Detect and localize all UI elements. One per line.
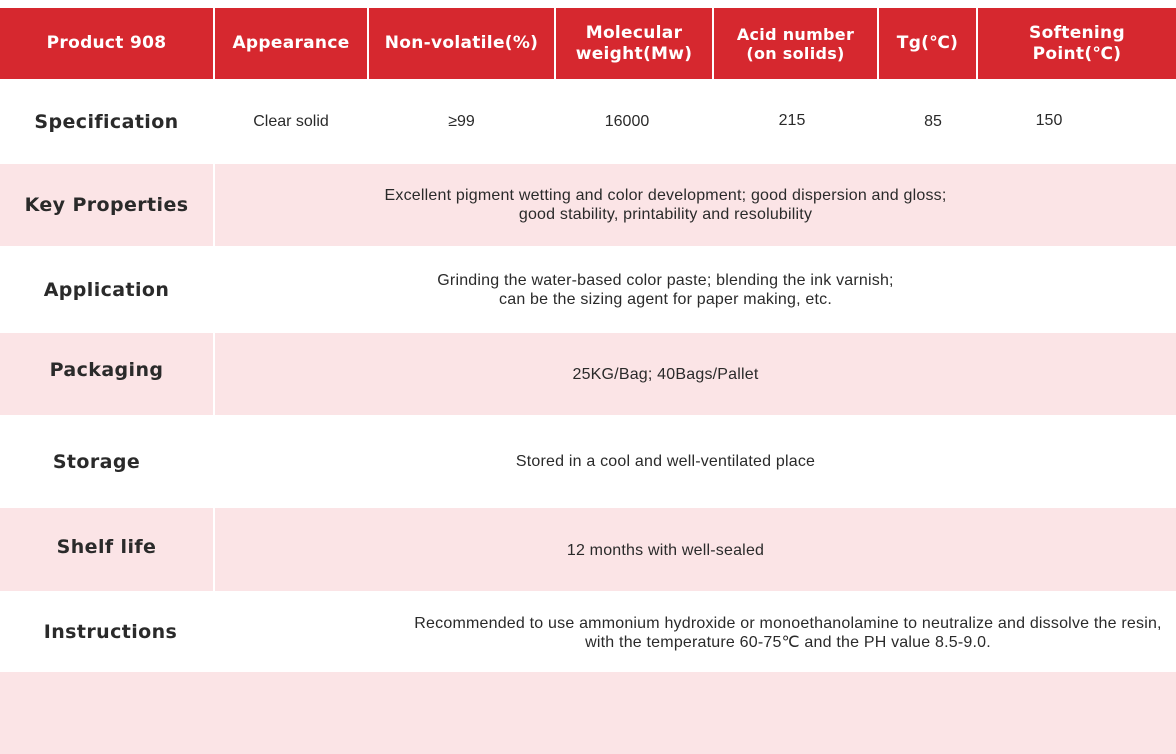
row-label-key-properties: Key Properties <box>0 164 215 246</box>
row-specification <box>0 79 1176 164</box>
row-label-instructions: Instructions <box>43 620 178 643</box>
header-molecular-weight-line1: Molecular <box>585 22 683 43</box>
header-acid-number <box>714 8 877 79</box>
row-label-specification: Specification <box>34 110 179 133</box>
instructions-line2: with the temperature 60-75℃ and the PH value 8.5-9.0. <box>585 633 991 651</box>
storage-text: Stored in a cool and well-ventilated place <box>515 453 816 470</box>
packaging-text: 25KG/Bag; 40Bags/Pallet <box>572 365 759 383</box>
row-empty-footer <box>0 672 1176 754</box>
spec-appearance: Clear solid <box>253 112 329 130</box>
row-application <box>0 246 1176 333</box>
header-non-volatile-label: Non-volatile(%) <box>384 33 539 53</box>
key-properties-content <box>155 164 1176 246</box>
header-softening-point-line1: Softening <box>1029 22 1125 43</box>
instructions-content <box>260 593 1176 672</box>
key-properties-line1: Excellent pigment wetting and color development; good dispersion and gloss; <box>384 187 947 204</box>
header-acid-number-line2: (on solids) <box>746 43 845 63</box>
application-line2: can be the sizing agent for paper making, etc. <box>499 290 832 308</box>
row-label-application: Application <box>43 278 170 301</box>
header-acid-number-line1: Acid number <box>736 24 855 44</box>
spec-softening-point: 150 <box>1035 111 1063 129</box>
header-molecular-weight <box>556 8 712 79</box>
row-key-properties <box>0 164 1176 246</box>
application-line1: Grinding the water-based color paste; blending the ink varnish; <box>437 271 894 289</box>
spec-molecular-weight: 16000 <box>604 112 650 130</box>
storage-content <box>155 415 1176 508</box>
header-product-label: Product 908 <box>46 33 167 53</box>
header-non-volatile <box>369 8 554 79</box>
row-label-packaging: Packaging <box>0 325 215 415</box>
packaging-content <box>155 333 1176 415</box>
instructions-line1: Recommended to use ammonium hydroxide or monoethanolamine to neutralize and dissolve the resin, <box>414 614 1162 632</box>
header-product <box>0 8 213 79</box>
row-label-shelf-life: Shelf life <box>0 502 215 591</box>
key-properties-line2: good stability, printability and resolubility <box>518 206 813 223</box>
header-tg <box>879 8 976 79</box>
row-storage <box>0 415 1176 508</box>
header-softening-point-line2: Point(℃) <box>1032 43 1122 64</box>
header-softening-point <box>978 8 1176 79</box>
spec-non-volatile: ≥99 <box>448 112 475 130</box>
row-instructions <box>0 591 1176 672</box>
spec-acid-number: 215 <box>778 111 806 129</box>
row-packaging <box>0 333 1176 415</box>
row-label-storage: Storage <box>52 450 141 473</box>
header-appearance-label: Appearance <box>232 33 350 53</box>
application-content <box>155 246 1176 333</box>
spec-tg: 85 <box>924 112 942 130</box>
row-shelf-life <box>0 508 1176 591</box>
header-tg-label: Tg(℃) <box>896 33 959 53</box>
header-molecular-weight-line2: weight(Mw) <box>575 43 693 64</box>
shelf-life-content <box>155 510 1176 591</box>
table-header <box>0 8 1176 79</box>
shelf-life-text: 12 months with well-sealed <box>566 542 765 559</box>
header-appearance <box>215 8 367 79</box>
